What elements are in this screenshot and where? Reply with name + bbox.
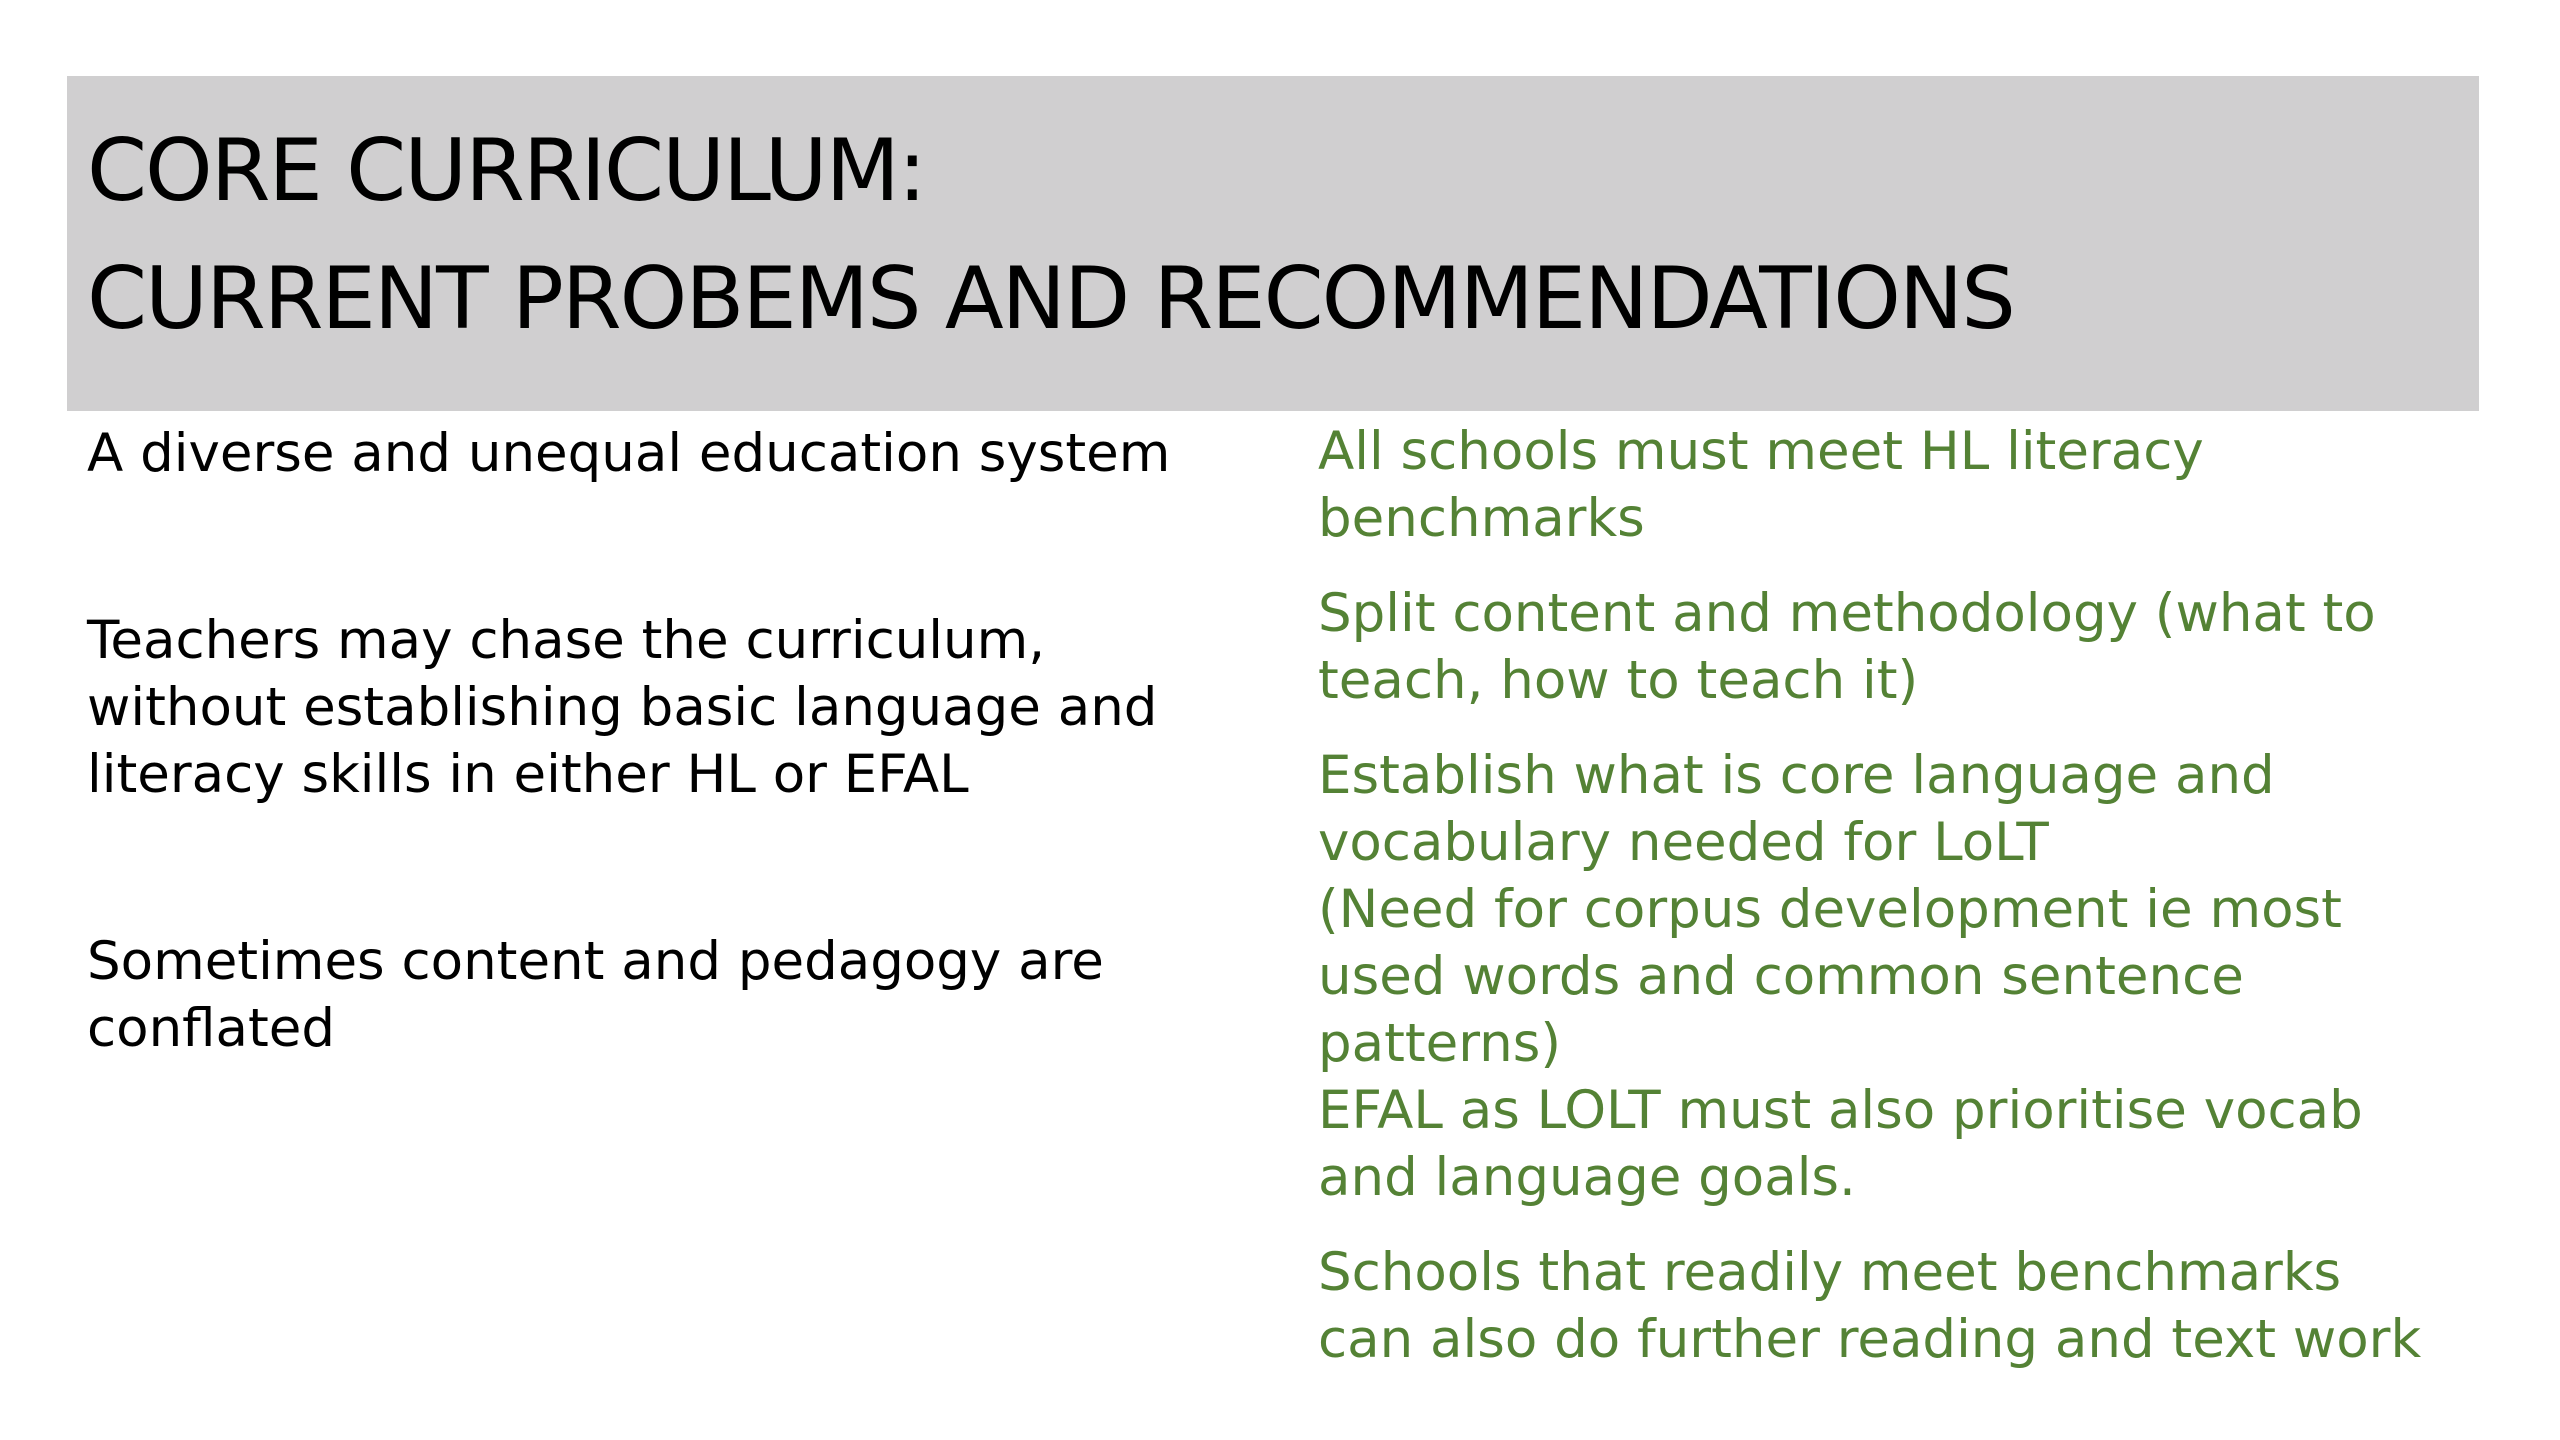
problem-item xyxy=(87,607,1170,808)
problem-line: Teachers may chase the curriculum, xyxy=(87,610,1046,671)
recommendation-line: EFAL as LOLT must also prioritise vocab xyxy=(1318,1080,2363,1141)
recommendations-column xyxy=(1318,418,2421,1373)
recommendation-line: can also do further reading and text work xyxy=(1318,1309,2422,1370)
problem-line: Sometimes content and pedagogy are xyxy=(87,931,1104,992)
recommendation-item xyxy=(1318,580,2421,714)
recommendation-line: All schools must meet HL literacy xyxy=(1318,421,2204,482)
recommendation-line: teach, how to teach it) xyxy=(1318,650,1919,711)
recommendation-line: Establish what is core language and xyxy=(1318,745,2275,806)
problem-line: without establishing basic language and xyxy=(87,677,1158,738)
problems-column xyxy=(87,420,1170,1062)
recommendation-line: vocabulary needed for LoLT xyxy=(1318,812,2049,873)
recommendation-line: benchmarks xyxy=(1318,488,1645,549)
slide-title-line-2: CURRENT PROBEMS AND RECOMMENDATIONS xyxy=(87,249,2014,349)
recommendation-line: (Need for corpus development ie most xyxy=(1318,879,2342,940)
title-banner xyxy=(67,76,2479,411)
problem-item xyxy=(87,928,1170,1062)
recommendation-line: used words and common sentence xyxy=(1318,946,2244,1007)
recommendation-line: Split content and methodology (what to xyxy=(1318,583,2376,644)
problem-line: conflated xyxy=(87,998,336,1059)
problem-item xyxy=(87,420,1170,487)
recommendation-line: patterns) xyxy=(1318,1013,1562,1074)
problem-line: literacy skills in either HL or EFAL xyxy=(87,744,969,805)
recommendation-line: Schools that readily meet benchmarks xyxy=(1318,1242,2342,1303)
recommendation-item xyxy=(1318,742,2421,1211)
recommendation-item xyxy=(1318,1239,2421,1373)
problem-line: A diverse and unequal education system xyxy=(87,423,1171,484)
slide-title-line-1: CORE CURRICULUM: xyxy=(87,121,925,221)
recommendation-line: and language goals. xyxy=(1318,1147,1856,1208)
recommendation-item xyxy=(1318,418,2421,552)
